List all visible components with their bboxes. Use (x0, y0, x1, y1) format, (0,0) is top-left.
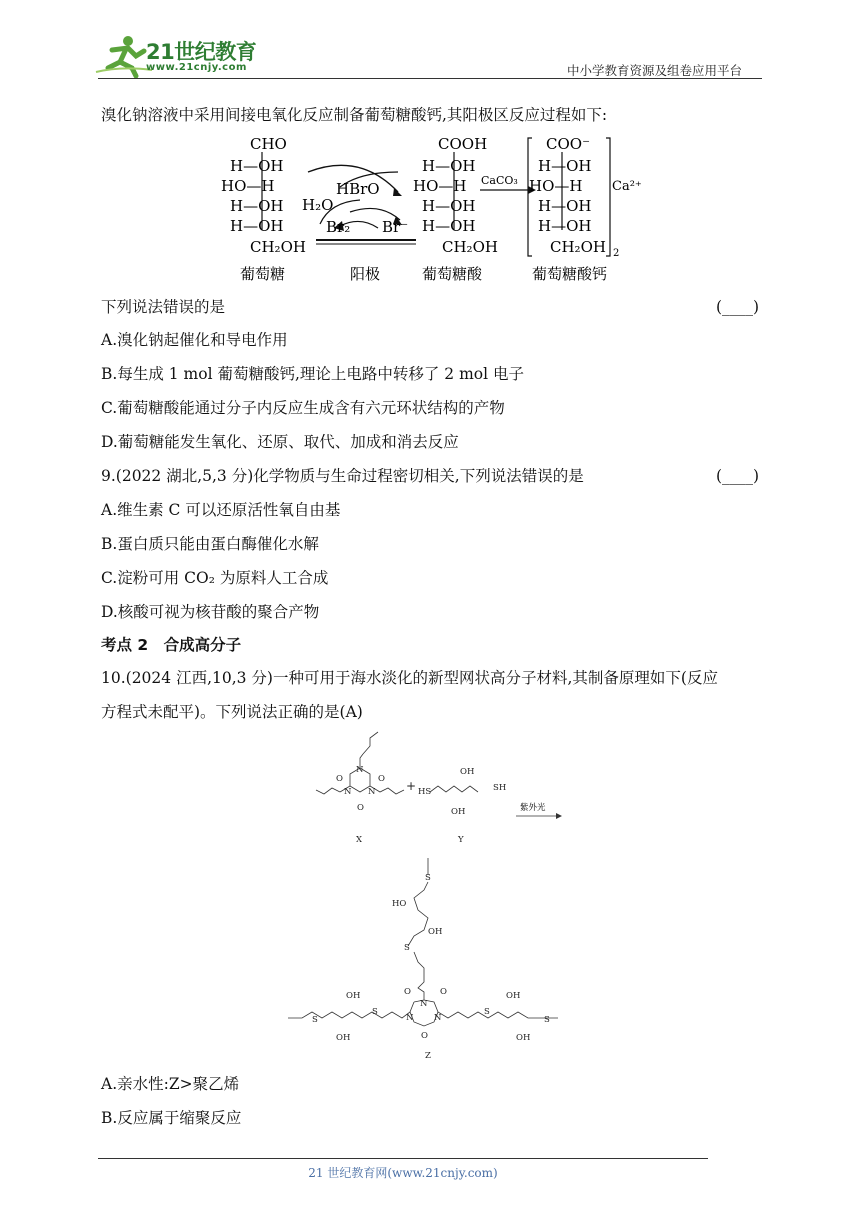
calcium-row: H—OH (538, 217, 592, 235)
q9-option-a: A.维生素 C 可以还原活性氧自由基 (101, 501, 341, 519)
atom-label: N (344, 787, 352, 797)
runner-icon (96, 36, 152, 76)
atom-label: S (372, 1007, 378, 1017)
calcium-bottom: CH₂OH (550, 238, 606, 256)
caco3-label: CaCO₃ (481, 174, 518, 187)
q10-stem-line1: 10.(2024 江西,10,3 分)一种可用于海水淡化的新型网状高分子材料,其制备原理如下(反应 (101, 669, 718, 687)
q10-option-b: B.反应属于缩聚反应 (101, 1109, 242, 1127)
intro-text: 溴化钠溶液中采用间接电氧化反应制备葡萄糖酸钙,其阳极区反应过程如下: (101, 106, 608, 124)
x-label: X (356, 835, 363, 845)
atom-label: OH (516, 1033, 531, 1043)
atom-label: OH (506, 991, 521, 1001)
glucose-row: H—OH (230, 217, 284, 235)
header-platform-text: 中小学教育资源及组卷应用平台 (567, 63, 743, 78)
gluconic-top: COOH (438, 135, 488, 153)
calcium-row: H—OH (538, 197, 592, 215)
glucose-row: H—OH (230, 157, 284, 175)
atom-label: O (336, 774, 343, 784)
scheme-glucose-oxidation (210, 132, 670, 290)
atom-label: HO (392, 899, 407, 909)
gluconic-acid-structure (413, 135, 498, 256)
glucose-row: H—OH (230, 197, 284, 215)
glucose-bottom: CH₂OH (250, 238, 306, 256)
atom-label: O (421, 1031, 428, 1041)
calcium-gluconate-structure (528, 135, 642, 259)
atom-label: S (484, 1007, 490, 1017)
gluconic-row: H—OH (422, 217, 476, 235)
atom-label: O (440, 987, 447, 997)
q9-stem: 9.(2022 湖北,5,3 分)化学物质与生命过程密切相关,下列说法错误的是 (101, 467, 584, 485)
molecule-x-atoms (336, 765, 385, 845)
glucose-row: HO—H (221, 177, 275, 195)
calcium-top: COO⁻ (546, 135, 590, 153)
uv-label: 紫外光 (520, 803, 546, 813)
q8-option-a: A.溴化钠起催化和导电作用 (101, 331, 288, 349)
scheme1-captions (240, 265, 607, 283)
polymer-z-atoms (312, 873, 550, 1061)
atom-label: OH (460, 767, 475, 777)
atom-label: N (420, 999, 428, 1009)
y-label: Y (458, 835, 464, 845)
br-minus-label: Br⁻ (382, 218, 409, 236)
atom-label: S (425, 873, 431, 883)
caption-anode: 阳极 (350, 265, 381, 283)
q8-option-d: D.葡萄糖能发生氧化、还原、取代、加成和消去反应 (101, 433, 459, 451)
atom-label: OH (451, 807, 466, 817)
header-rule (98, 78, 762, 79)
logo-text: 21世纪教育 (146, 40, 257, 64)
atom-label: OH (336, 1033, 351, 1043)
q9-answer-blank[interactable]: (____) (716, 467, 760, 485)
atom-label: S (312, 1015, 318, 1025)
calcium-ion: Ca²⁺ (612, 179, 642, 194)
calcium-row: HO—H (529, 177, 583, 195)
q8-option-b: B.每生成 1 mol 葡萄糖酸钙,理论上电路中转移了 2 mol 电子 (101, 365, 525, 383)
atom-label: O (378, 774, 385, 784)
anode-cycle (302, 165, 416, 244)
h2o-label: H₂O (302, 196, 334, 214)
q9-option-c: C.淀粉可用 CO₂ 为原料人工合成 (101, 569, 329, 587)
q8-option-c: C.葡萄糖酸能通过分子内反应生成含有六元环状结构的产物 (101, 399, 505, 417)
atom-label: HS (418, 787, 432, 797)
atom-label: N (434, 1013, 442, 1023)
gluconic-row: H—OH (422, 157, 476, 175)
atom-label: O (404, 987, 411, 997)
q9-option-b: B.蛋白质只能由蛋白酶催化水解 (101, 535, 319, 553)
atom-label: S (404, 943, 410, 953)
q8-stem: 下列说法错误的是 (101, 298, 226, 316)
atom-label: OH (346, 991, 361, 1001)
calcium-row: H—OH (538, 157, 592, 175)
br2-label: Br₂ (326, 218, 351, 236)
hbro-label: HBrO (336, 180, 380, 198)
gluconic-bottom: CH₂OH (442, 238, 498, 256)
calcium-count: 2 (613, 248, 620, 259)
logo-url: www.21cnjy.com (146, 62, 247, 73)
caption-calcium: 葡萄糖酸钙 (532, 265, 608, 283)
caption-gluconic: 葡萄糖酸 (422, 265, 483, 283)
q8-answer-blank[interactable]: (____) (716, 298, 760, 316)
q10-stem-line2: 方程式未配平)。下列说法正确的是(A) (101, 703, 363, 721)
q9-option-d: D.核酸可视为核苷酸的聚合产物 (101, 603, 320, 621)
atom-label: SH (493, 783, 507, 793)
scheme-polymer-synthesis (288, 730, 573, 1065)
gluconic-row: H—OH (422, 197, 476, 215)
atom-label: N (356, 765, 364, 775)
q10-option-a: A.亲水性:Z>聚乙烯 (101, 1075, 240, 1093)
plus-sign: + (406, 779, 417, 793)
gluconic-row: HO—H (413, 177, 467, 195)
z-label: Z (425, 1051, 431, 1061)
glucose-structure (221, 135, 306, 256)
footer-rule (98, 1158, 708, 1159)
atom-label: N (406, 1013, 414, 1023)
molecule-x (316, 732, 404, 794)
atom-label: OH (428, 927, 443, 937)
uv-arrow (516, 802, 562, 819)
molecule-y (406, 767, 506, 845)
glucose-top: CHO (250, 135, 287, 153)
atom-label: S (544, 1015, 550, 1025)
footer-text[interactable]: 21 世纪教育网(www.21cnjy.com) (308, 1166, 498, 1180)
section-heading: 考点 2 合成高分子 (101, 636, 242, 654)
atom-label: N (368, 787, 376, 797)
caption-glucose: 葡萄糖 (240, 265, 286, 283)
atom-label: O (357, 803, 364, 813)
